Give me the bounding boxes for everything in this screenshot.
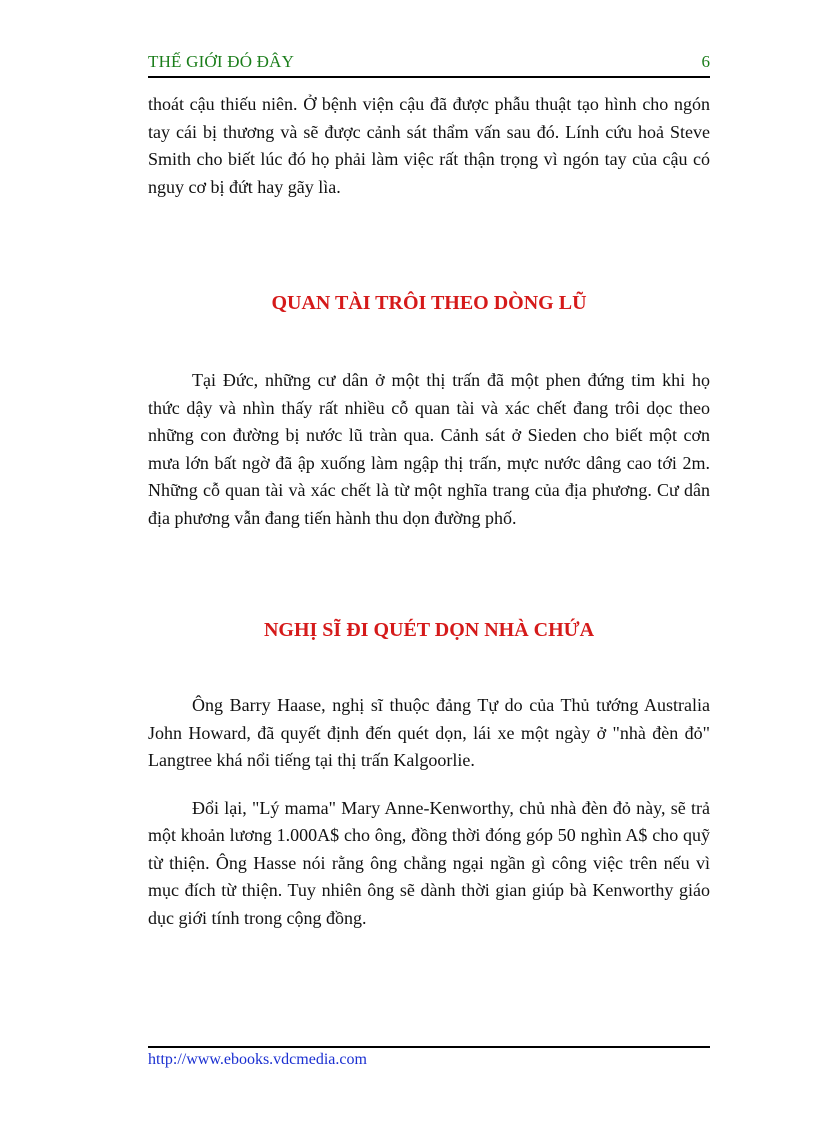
page-footer [148, 1046, 710, 1069]
page-header [148, 52, 710, 78]
continued-paragraph: thoát cậu thiếu niên. Ở bệnh viện cậu đã được phẫu thuật tạo hình cho ngón tay cái bị thương và sẽ được cảnh sát thẩm vấn sau đó. Lính cứu hoả Steve Smith cho biết lúc đó họ phải làm việc rất thận trọng vì ngón tay của cậu có nguy cơ bị đứt hay gãy lìa. [148, 94, 710, 197]
page-number: 6 [701, 52, 710, 71]
article-heading-coffins: QUAN TÀI TRÔI THEO DÒNG LŨ [271, 292, 587, 314]
article-paragraph: Đổi lại, "Lý mama" Mary Anne-Kenworthy, chủ nhà đèn đỏ này, sẽ trả một khoản lương 1.000A$ cho ông, đồng thời đóng góp 50 nghìn A$ cho quỹ từ thiện. Ông Hasse nói rằng ông chẳng ngại ngần gì công việc trên nếu vì mục đích từ thiện. Tuy nhiên ông sẽ dành thời gian giúp bà Kenworthy giáo dục giới tính trong cộng đồng. [148, 797, 710, 928]
page-body [148, 91, 710, 932]
article-paragraph: Ông Barry Haase, nghị sĩ thuộc đảng Tự do của Thủ tướng Australia John Howard, đã quyết định đến quét dọn, lái xe một ngày ở "nhà đèn đỏ" Langtree khá nổi tiếng tại thị trấn Kalgoorlie. [148, 695, 710, 770]
article-heading-mp: NGHỊ SĨ ĐI QUÉT DỌN NHÀ CHỨA [263, 619, 595, 641]
running-title: THẾ GIỚI ĐÓ ĐÂY [148, 52, 295, 71]
article-paragraph: Tại Đức, những cư dân ở một thị trấn đã một phen đứng tim khi họ thức dậy và nhìn thấy rất nhiều cỗ quan tài và xác chết đang trôi dọc theo những con đường bị nước lũ tràn qua. Cảnh sát ở Sieden cho biết một cơn mưa lớn bất ngờ đã ập xuống làm ngập thị trấn, mực nước dâng cao tới 2m. Những cỗ quan tài và xác chết là từ một nghĩa trang của địa phương. Cư dân địa phương vẫn đang tiến hành thu dọn đường phố. [148, 370, 710, 528]
footer-link[interactable]: http://www.ebooks.vdcmedia.com [148, 1051, 367, 1068]
